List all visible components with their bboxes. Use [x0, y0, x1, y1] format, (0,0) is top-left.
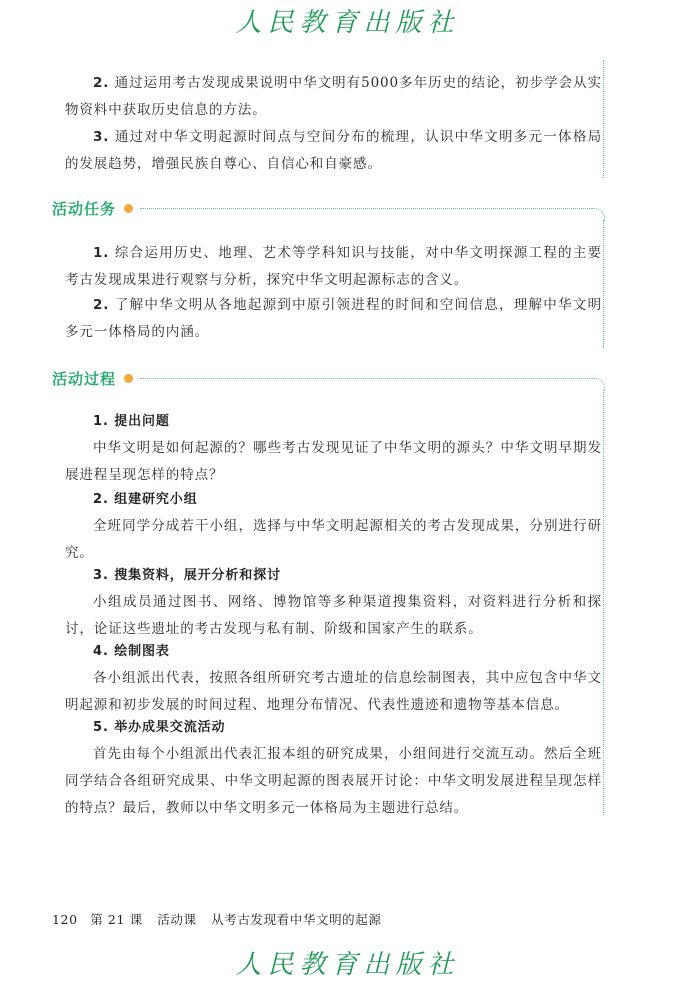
goal-text: 通过运用考古发现成果说明中华文明有5000多年历史的结论，初步学会从实物资料中获取历史信息的方法。 [65, 75, 602, 118]
step-1 [65, 408, 602, 489]
step-text: 中华文明是如何起源的？哪些考古发现见证了中华文明的源头？中华文明早期发展进程呈现怎样的特点？ [65, 440, 602, 483]
process-border-right [603, 390, 604, 815]
goals-border-right [603, 60, 604, 178]
goal-item-3 [65, 124, 602, 178]
step-text: 全班同学分成若干小组，选择与中华文明起源相关的考古发现成果，分别进行研究。 [65, 518, 602, 561]
orange-dot-icon [124, 204, 133, 213]
task-item-1 [65, 240, 602, 294]
task-text: 综合运用历史、地理、艺术等学科知识与技能，对中华文明探源工程的主要考古发现成果进行观察与分析，探究中华文明起源标志的含义。 [65, 245, 602, 288]
publisher-logo-top: 人民教育出版社 [235, 8, 460, 38]
tasks-section-header [52, 196, 133, 220]
publisher-logo-bottom: 人民教育出版社 [235, 950, 460, 980]
goal-item-2 [65, 70, 602, 124]
task-item-2 [65, 292, 602, 346]
step-title: 5. 举办成果交流活动 [93, 720, 226, 735]
goal-text: 通过对中华文明起源时间点与空间分布的梳理，认识中华文明多元一体格局的发展趋势，增强民族自尊心、自信心和自豪感。 [65, 129, 602, 172]
lesson-type: 活动课 [157, 912, 197, 927]
page-footer [52, 910, 381, 928]
tasks-border-top [140, 208, 592, 209]
lesson-title: 从考古发现看中华文明的起源 [211, 912, 382, 927]
step-4 [65, 638, 602, 719]
step-title: 1. 提出问题 [93, 414, 170, 429]
task-number: 2. [93, 297, 110, 313]
step-text: 小组成员通过图书、网络、博物馆等多种渠道搜集资料，对资料进行分析和探讨，论证这些遗址的考古发现与私有制、阶级和国家产生的联系。 [65, 594, 602, 637]
step-title: 3. 搜集资料，展开分析和探讨 [93, 568, 282, 583]
task-number: 1. [93, 245, 110, 261]
process-border-top [140, 378, 592, 379]
process-section-title: 活动过程 [52, 369, 117, 388]
step-text: 各小组派出代表，按照各组所研究考古遗址的信息绘制图表，其中应包含中华文明起源和初步发展的时间过程、地理分布情况、代表性遗迹和遗物等基本信息。 [65, 670, 602, 713]
tasks-border-right [603, 220, 604, 348]
step-text: 首先由每个小组派出代表汇报本组的研究成果，小组间进行交流互动。然后全班同学结合各组研究成果、中华文明起源的图表展开讨论：中华文明发展进程呈现怎样的特点？最后，教师以中华文明多元一体格局为主题进行总结。 [65, 746, 602, 816]
process-section-header [52, 366, 133, 390]
step-3 [65, 562, 602, 643]
orange-dot-icon [124, 374, 133, 383]
lesson-number: 第 21 课 [90, 912, 143, 927]
step-title: 2. 组建研究小组 [93, 492, 198, 507]
goal-number: 2. [93, 75, 110, 91]
step-title: 4. 绘制图表 [93, 644, 170, 659]
step-2 [65, 486, 602, 567]
page-number: 120 [52, 912, 78, 927]
step-5 [65, 714, 602, 822]
tasks-section-title: 活动任务 [52, 199, 117, 218]
goal-number: 3. [93, 129, 110, 145]
task-text: 了解中华文明从各地起源到中原引领进程的时间和空间信息，理解中华文明多元一体格局的内涵。 [65, 297, 602, 340]
